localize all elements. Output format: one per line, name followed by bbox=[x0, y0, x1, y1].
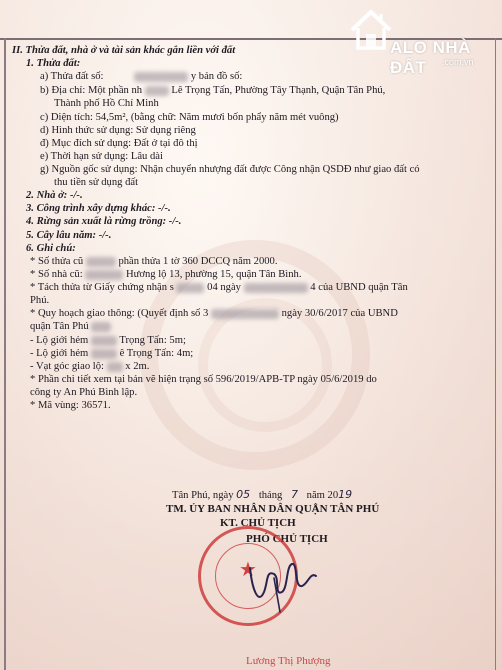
redacted-block bbox=[244, 283, 308, 293]
land-plot-number-label: a) Thửa đất số: bbox=[40, 71, 104, 82]
land-origin: g) Nguồn gốc sử dụng: Nhận chuyển nhượng đất được Công nhận QSDĐ như giao đất có bbox=[40, 164, 420, 175]
note-old-plot-label: * Số thửa cũ bbox=[30, 256, 84, 267]
frame-left-border bbox=[4, 38, 6, 670]
house-logo-icon bbox=[348, 6, 394, 52]
land-plot-number bbox=[40, 70, 242, 83]
month-label: tháng bbox=[258, 490, 283, 501]
note-corner-cut bbox=[30, 360, 149, 373]
redacted-block bbox=[91, 322, 111, 332]
notes-heading: 6. Ghi chú: bbox=[26, 243, 76, 254]
note-corner-cut-value: x 2m. bbox=[125, 361, 150, 372]
note-plot-split-date-label: 04 ngày bbox=[207, 282, 241, 293]
redacted-block bbox=[176, 283, 204, 293]
logo-domain-text: .com.vn bbox=[442, 57, 474, 67]
note-alley-2-value: ê Trọng Tấn: 4m; bbox=[119, 348, 194, 359]
note-plot-split-label: * Tách thửa từ Giấy chứng nhận s bbox=[30, 282, 174, 293]
redacted-block bbox=[145, 86, 169, 96]
land-origin-line2: thu tiền sử dụng đất bbox=[54, 177, 139, 188]
note-plot-split-authority: 4 của UBND quận Tân bbox=[310, 282, 408, 293]
land-area: c) Diện tích: 54,5m², (bằng chữ: Năm mươi bốn phẩy năm mét vuông) bbox=[40, 112, 339, 123]
note-alley-1-label: - Lộ giới hẻm bbox=[30, 335, 89, 346]
alonhadat-logo bbox=[346, 4, 496, 77]
note-traffic-planning-line2 bbox=[30, 320, 111, 333]
note-alley-2-label: - Lộ giới hẻm bbox=[30, 348, 89, 359]
land-address-line2: Thành phố Hồ Chí Minh bbox=[54, 98, 159, 109]
note-old-plot bbox=[30, 255, 278, 268]
house-item: 2. Nhà ở: -/-. bbox=[26, 190, 83, 201]
note-traffic-planning-date: ngày 30/6/2017 của UBND bbox=[281, 308, 398, 319]
note-traffic-planning bbox=[30, 307, 398, 320]
land-address bbox=[40, 84, 385, 97]
note-alley-1-value: Trọng Tấn: 5m; bbox=[119, 335, 186, 346]
note-drawing-reference-line2: công ty An Phú Bình lập. bbox=[30, 387, 138, 398]
perennial-item: 5. Cây lâu năm: -/-. bbox=[26, 230, 112, 241]
year-prefix: năm 20 bbox=[306, 490, 339, 501]
land-address-value: Lê Trọng Tấn, Phường Tây Thạnh, Quận Tân Phú, bbox=[171, 85, 386, 96]
redacted-block bbox=[91, 349, 117, 359]
signer-name: Lương Thị Phượng bbox=[246, 655, 331, 667]
handwritten-signature bbox=[244, 548, 324, 618]
forest-item: 4. Rừng sản xuất là rừng trồng: -/-. bbox=[26, 216, 182, 227]
star-icon: ★ bbox=[239, 559, 257, 581]
redacted-block bbox=[211, 309, 279, 319]
place-date-prefix: Tân Phú, ngày bbox=[172, 490, 234, 501]
land-use-form: d) Hình thức sử dụng: Sử dụng riêng bbox=[40, 125, 196, 136]
on-behalf-title: KT. CHỦ TỊCH bbox=[220, 517, 296, 529]
land-address-label: b) Địa chỉ: Một phần nh bbox=[40, 85, 143, 96]
redacted-block bbox=[134, 72, 188, 82]
note-plot-split-line2: Phú. bbox=[30, 295, 50, 306]
note-area-code: * Mã vùng: 36571. bbox=[30, 400, 111, 411]
note-alley-width-1 bbox=[30, 334, 186, 347]
section-title: II. Thửa đất, nhà ở và tài sản khác gắn liền với đất bbox=[12, 45, 236, 56]
authority-title: TM. ỦY BAN NHÂN DÂN QUẬN TÂN PHÚ bbox=[166, 503, 380, 515]
note-old-plot-value: phần thửa 1 tờ 360 DCCQ năm 2000. bbox=[118, 256, 278, 267]
position-title: PHÓ CHỦ TỊCH bbox=[246, 533, 328, 545]
land-heading: 1. Thửa đất: bbox=[26, 58, 81, 69]
note-corner-cut-label: - Vạt góc giao lộ: bbox=[30, 361, 104, 372]
other-construction-item: 3. Công trình xây dựng khác: -/-. bbox=[26, 203, 171, 214]
redacted-block bbox=[85, 270, 123, 280]
month-value: 7 bbox=[291, 488, 299, 501]
note-traffic-planning-label: * Quy hoạch giao thông: (Quyết định số 3 bbox=[30, 308, 209, 319]
logo-brand-text: ALO NHÀ ĐẤT bbox=[390, 38, 471, 77]
year-value: 19 bbox=[338, 488, 353, 501]
note-drawing-reference: * Phần chi tiết xem tại bản vẽ hiện trạng số 596/2019/APB-TP ngày 05/6/2019 do bbox=[30, 374, 377, 385]
place-date bbox=[172, 488, 352, 501]
note-old-house-label: * Số nhà cũ: bbox=[30, 269, 83, 280]
note-traffic-district: quận Tân Phú bbox=[30, 321, 89, 332]
day-value: 05 bbox=[236, 488, 251, 501]
note-plot-split bbox=[30, 281, 408, 294]
note-old-house-value: Hương lộ 13, phường 15, quận Tân Bình. bbox=[125, 269, 302, 280]
land-use-purpose: đ) Mục đích sử dụng: Đất ở tại đô thị bbox=[40, 138, 198, 149]
redacted-block bbox=[91, 336, 117, 346]
redacted-block bbox=[107, 362, 123, 372]
land-map-sheet-label: y bản đồ số: bbox=[190, 71, 243, 82]
frame-right-border bbox=[495, 38, 497, 670]
note-old-house-number bbox=[30, 268, 302, 281]
note-alley-width-2 bbox=[30, 347, 193, 360]
land-use-term: e) Thời hạn sử dụng: Lâu dài bbox=[40, 151, 163, 162]
redacted-block bbox=[86, 257, 116, 267]
